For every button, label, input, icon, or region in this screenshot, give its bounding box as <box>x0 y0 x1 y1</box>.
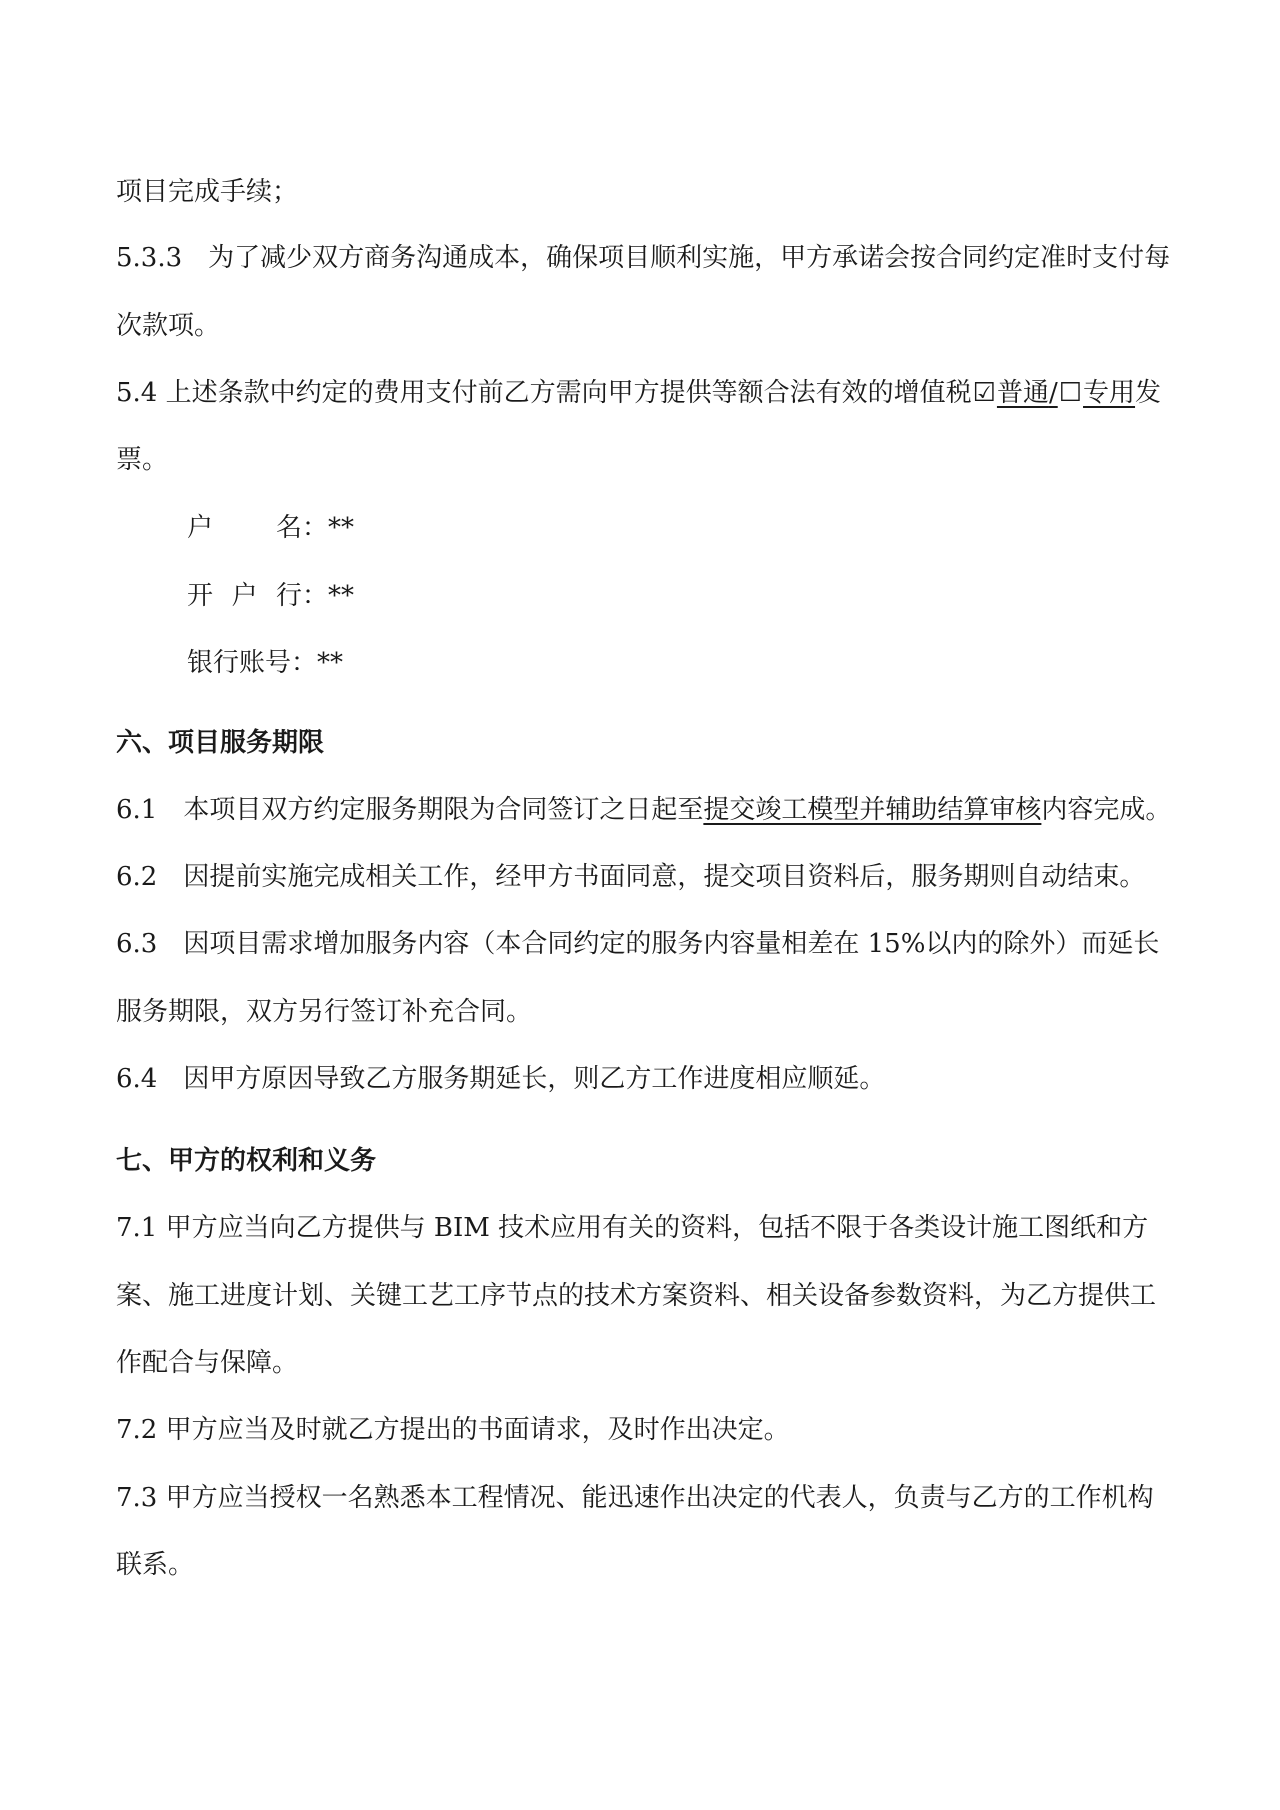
account-name-label <box>187 508 302 548</box>
option-separator: / <box>1048 378 1058 408</box>
clause-7-3-line2: 联系。 <box>116 1550 195 1580</box>
clause-6-4 <box>116 1059 885 1099</box>
label-char: 开 <box>187 581 214 611</box>
clause-6-3-line2: 服务期限，双方另行签订补充合同。 <box>116 997 533 1027</box>
clause-text: 本项目双方约定服务期限为合同签订之日起至 <box>183 795 704 825</box>
clause-7-3-line1: 7.3 甲方应当授权一名熟悉本工程情况、能迅速作出决定的代表人，负责与乙方的工作机构 <box>116 1483 1154 1513</box>
clause-text: 因甲方原因导致乙方服务期延长，则乙方工作进度相应顺延。 <box>183 1064 886 1094</box>
account-name-value: ** <box>328 513 355 543</box>
clause-5-4-line1 <box>116 373 1161 413</box>
bank-account-row <box>187 643 343 683</box>
clause-text: 为了减少双方商务沟通成本，确保项目顺利实施，甲方承诺会按合同约定准时支付每 <box>208 243 1171 273</box>
checked-checkbox-icon: ☑ <box>972 378 996 408</box>
bank-account-label: 银行账号： <box>187 648 318 678</box>
bank-name-row <box>187 576 354 616</box>
clause-number: 5.3.3 <box>116 243 183 273</box>
clause-5-3-3-line1 <box>116 238 1170 278</box>
clause-text-end: 内容完成。 <box>1041 795 1172 825</box>
clause-6-1 <box>116 790 1171 830</box>
unchecked-checkbox-icon: ☐ <box>1058 378 1083 408</box>
clause-5-3-3-line2: 次款项。 <box>116 311 221 341</box>
clause-text: 因提前实施完成相关工作，经甲方书面同意，提交项目资料后，服务期则自动结束。 <box>183 862 1146 892</box>
section-6-heading: 六、项目服务期限 <box>116 728 325 758</box>
section-7-heading: 七、甲方的权利和义务 <box>116 1146 377 1176</box>
clause-text: 5.4 上述条款中约定的费用支付前乙方需向甲方提供等额合法有效的增值税 <box>116 378 972 408</box>
label-colon: ： <box>302 581 329 611</box>
label-char: 户 <box>187 513 214 543</box>
clause-text: 因项目需求增加服务内容（本合同约定的服务内容量相差在 15%以内的除外）而延长 <box>183 929 1160 959</box>
label-colon: ： <box>302 513 329 543</box>
clause-text-end: 发 <box>1135 378 1162 408</box>
clause-number: 6.3 <box>116 929 158 959</box>
bank-name-label <box>187 576 302 616</box>
clause-number: 6.1 <box>116 795 158 825</box>
clause-7-1-line1: 7.1 甲方应当向乙方提供与 BIM 技术应用有关的资料，包括不限于各类设计施工图纸和方 <box>116 1213 1149 1243</box>
label-char: 户 <box>231 581 258 611</box>
clause-7-1-line3: 作配合与保障。 <box>116 1348 299 1378</box>
label-char: 名 <box>275 513 302 543</box>
option-normal: 普通 <box>996 378 1049 408</box>
clause-7-2: 7.2 甲方应当及时就乙方提出的书面请求，及时作出决定。 <box>116 1415 790 1445</box>
clause-number: 6.4 <box>116 1064 158 1094</box>
label-char: 行 <box>275 581 302 611</box>
invoice-type-options <box>972 378 1135 408</box>
clause-5-4-line2: 票。 <box>116 445 169 475</box>
paragraph-continuation: 项目完成手续； <box>116 177 299 207</box>
clause-6-3-line1 <box>116 924 1159 964</box>
bank-name-value: ** <box>328 581 355 611</box>
underlined-scope: 提交竣工模型并辅助结算审核 <box>703 795 1042 825</box>
option-special: 专用 <box>1083 378 1136 408</box>
account-name-row <box>187 508 354 548</box>
bank-account-value: ** <box>317 648 344 678</box>
clause-number: 6.2 <box>116 862 158 892</box>
clause-7-1-line2: 案、施工进度计划、关键工艺工序节点的技术方案资料、相关设备参数资料，为乙方提供工 <box>116 1281 1157 1311</box>
clause-6-2 <box>116 857 1145 897</box>
